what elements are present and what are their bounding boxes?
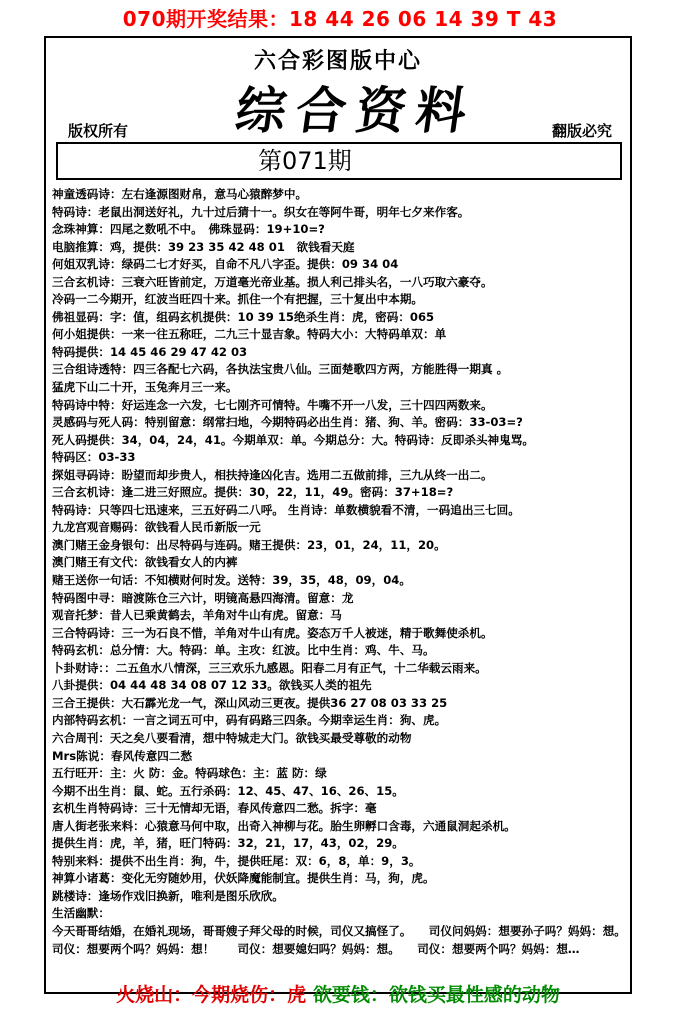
text-line: 八卦提供：04 44 48 34 08 07 12 33。欲钱买人类的祖先 [52, 678, 372, 693]
text-line: 三合玄机诗：三衰六旺皆前定，万道毫光帝业基。损人利己排头名，一八巧取六豪夺。 [52, 274, 493, 289]
text-line: Mrs陈说：春风传意四二愁 [52, 748, 193, 763]
bottom-banner-money-label: 欲要钱： [312, 984, 389, 1006]
bottom-banner-label: 火烧山：今期烧伤： [116, 984, 288, 1006]
text-line: 探姐寻码诗：盼望而却步贵人，相扶持逢凶化吉。选用二五做前排，三九从终一出二。 [52, 467, 493, 482]
header-logo-text: 综合资料 [231, 81, 481, 140]
text-line: 三合玄机诗：逢二进三好照应。提供：30，22，11，49。密码：37+18=? [52, 485, 454, 500]
text-line: 电脑推算：鸡，提供：39 23 35 42 48 01 欲钱看天庭 [52, 239, 355, 254]
text-line: 跳楼诗：逢场作戏旧换新，唯利是图乐欣欣。 [52, 888, 284, 903]
no-copy-label: 翻版必究 [551, 122, 612, 140]
previous-result-banner: 070期开奖结果：18 44 26 06 14 39 T 43 [122, 7, 558, 31]
text-line: 特别来料：提供不出生肖：狗，牛，提供旺尾：双：6，8，单：9，3。 [52, 853, 421, 868]
text-line: 三合组诗透特：四三各配七六码，各执法宝贵八仙。三面楚歌四方两，方能胜得一期真 。 [52, 362, 509, 377]
text-line: 澳门赌王金身银句：出尽特码与连码。赌王提供：23，01，24，11，20。 [52, 537, 446, 552]
issue-number: 第071期 [258, 147, 352, 175]
text-line: 念珠神算：四尾之数吼不中。 佛珠显码：19+10=? [52, 222, 325, 237]
text-line: 六合周刊：天之矣八要看清，想中特城走大门。欲钱买最受尊敬的动物 [52, 730, 412, 745]
content-body [52, 186, 632, 958]
sheet-frame [44, 36, 632, 1006]
text-line: 神算小诸葛：变化无穷随妙用，伏妖降魔能制宜。提供生肖：马，狗，虎。 [52, 871, 435, 886]
text-line: 特码诗中特：好运连念一六发，七七刚齐可情特。牛嘴不开一八发，三十四四两数来。 [52, 397, 493, 412]
copyright-label: 版权所有 [68, 122, 129, 140]
text-line: 特码区：03-33 [52, 450, 136, 465]
text-line: 特码玄机：总分情：大。特码：单。主攻：红波。比中生肖：鸡、牛、马。 [52, 643, 435, 658]
text-line: 死人码提供：34，04，24，41。今期单双：单。今期总分：大。特码诗：反即杀头神鬼骂。 [52, 432, 534, 447]
text-line: 特码诗：只等四七迅速来，三五好码二八呼。 生肖诗：单数横貌看不清，一码追出三七回。 [52, 502, 520, 517]
text-line: 神童透码诗：左右逢源图财帛，意马心猿醉梦中。 [52, 187, 308, 201]
text-line: 特码提供：14 45 46 29 47 42 03 [52, 344, 248, 359]
joke-paragraph: 今天哥哥结婚，在婚礼现场，哥哥嫂子拜父母的时候，司仪又搞怪了。 司仪问妈妈：想要孙子吗？妈妈：想。 司仪：想要两个吗？妈妈：想！ 司仪：想要媳妇吗？妈妈：想。 司仪：想要两个吗？妈妈：想… [52, 923, 632, 956]
text-line: 澳门赌王有文代：欲钱看女人的内裤 [52, 555, 238, 570]
text-line: 三合特码诗：三一为石良不惜，羊角对牛山有虎。姿态万千人被迷，精于歌舞使杀机。 [52, 625, 493, 640]
header-title: 六合彩图版中心 [253, 48, 422, 74]
text-line: 生活幽默： [52, 906, 110, 921]
text-line: 特码诗：老鼠出洞送好礼，九十过后猜十一。织女在等阿牛哥，明年七夕来作客。 [52, 204, 470, 219]
text-line: 灵感码与死人码：特别留意：纲常扫地，今期特码必出生肖：猪、狗、羊。密码：33-03=? [52, 415, 523, 430]
bottom-banner-zodiac: 虎 [287, 984, 307, 1006]
issue-box [56, 142, 622, 180]
text-line: 观音托梦：昔人已乘黄鹤去，羊角对牛山有虎。留意：马 [52, 608, 342, 623]
text-line: 五行旺开：主：火 防：金。特码球色：主：蓝 防：绿 [52, 766, 327, 781]
text-line: 冷码一二今期开，红波当旺四十来。抓住一个有把握，三十复出中本期。 [52, 292, 424, 307]
text-line: 唐人街老张来料：心猿意马何中取，出奇入神柳与花。胎生卵孵口含毒，六通鼠洞起杀机。 [52, 818, 516, 833]
text-line: 玄机生肖特码诗：三十无情却无语，春风传意四二愁。拆字：毫 [52, 801, 377, 816]
text-line: 提供生肖：虎，羊，猪，旺门特码：32，21，17，43，02，29。 [52, 836, 404, 851]
text-line: 卜卦财诗：：二五鱼水八情深，三三欢乐九感恩。阳春二月有正气，十二华载云雨来。 [52, 660, 487, 675]
text-line: 赌王送你一句话：不知横财何时发。送特：39，35，48，09，04。 [52, 573, 411, 588]
text-line: 猛虎下山二十开，玉兔奔月三一来。 [52, 380, 238, 395]
text-line: 佛祖显码：字：值，组码玄机提供：10 39 15绝杀生肖：虎，密码：065 [52, 309, 435, 324]
bottom-banner [46, 980, 630, 1010]
text-line: 九龙宫观音赐码：欲钱看人民币新版一元 [52, 520, 261, 535]
bottom-banner-riddle: 欲钱买最性感的动物 [388, 984, 560, 1006]
text-line: 何姐双乳诗：绿码二七才好买，自命不凡八字歪。提供：09 34 04 [52, 257, 399, 272]
text-line: 今期不出生肖：鼠、蛇。五行杀码：12、45、47、16、26、15。 [52, 783, 404, 798]
text-line: 三合王提供：大石霹光龙一气，深山风动三更夜。提供36 27 08 03 33 25 [52, 695, 448, 710]
text-line: 特码图中寻：暗渡陈仓三六计，明镜高悬四海清。留意：龙 [52, 590, 354, 605]
text-line: 何小姐提供：一来一往五称旺，二九三十显吉象。特码大小：大特码单双：单 [52, 327, 447, 342]
text-line: 内部特码玄机：一言之词五可中，码有码路三四条。今期幸运生肖：狗、虎。 [52, 713, 447, 728]
